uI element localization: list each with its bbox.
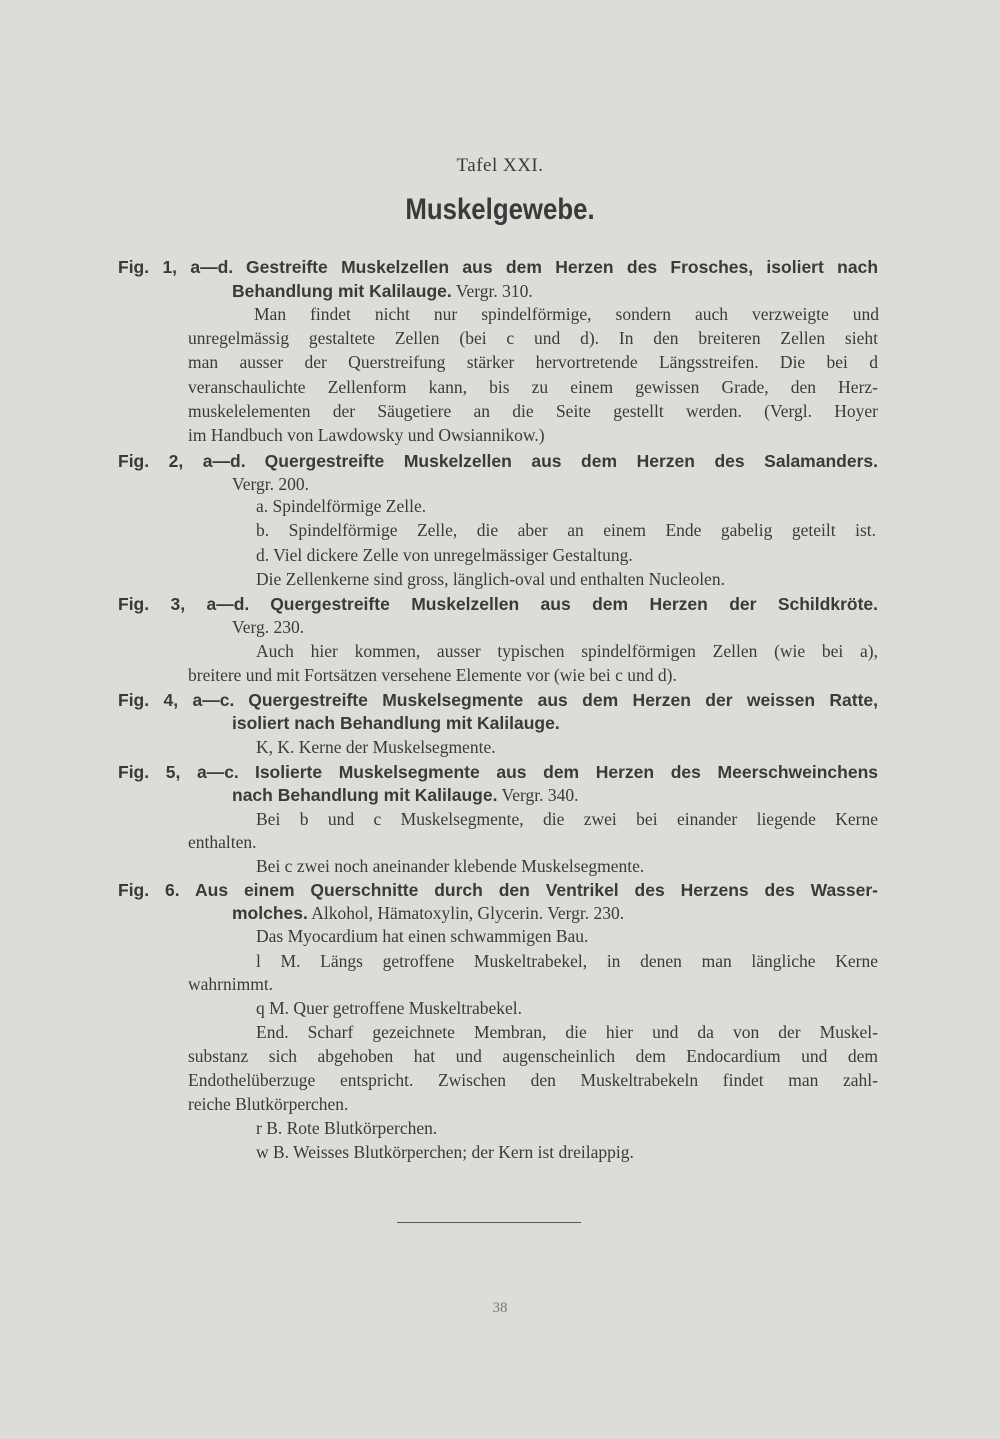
text-line: b. Spindelförmige Zelle, die aber an einem Ende gabelig geteilt ist. bbox=[256, 520, 876, 540]
text-line: q M. Quer getroffene Muskeltrabekel. bbox=[256, 998, 522, 1018]
plate-number: Tafel XXI. bbox=[456, 155, 544, 176]
figure-heading-line bbox=[118, 879, 878, 901]
figure-label: Fig. 4, a—c. bbox=[118, 690, 235, 710]
page-title: Muskelgewebe. bbox=[405, 193, 595, 226]
figure-label: Fig. 1, a—d. bbox=[118, 257, 234, 277]
text-line bbox=[232, 902, 624, 924]
figure-label: Fig. 6. bbox=[118, 880, 180, 900]
figure-label: Fig. 3, a—d. bbox=[118, 594, 250, 614]
figure-caption: Quergestreifte Muskelzellen aus dem Herzen des Salamanders. bbox=[264, 451, 878, 471]
text-line: man ausser der Querstreifung stärker hervortretende Längsstreifen. Die bei d bbox=[188, 352, 878, 372]
text-line: d. Viel dickere Zelle von unregelmässiger Gestaltung. bbox=[256, 545, 633, 565]
text-line: Verg. 230. bbox=[232, 617, 305, 637]
text-line: Auch hier kommen, ausser typischen spindelförmigen Zellen (wie bei a), bbox=[256, 641, 878, 661]
magnification-note: Alkohol, Hämatoxylin, Glycerin. Vergr. 230. bbox=[311, 903, 625, 923]
text-line: unregelmässig gestaltete Zellen (bei c und d). In den breiteren Zellen sieht bbox=[188, 328, 878, 348]
figure-heading-line bbox=[118, 256, 878, 278]
figure-caption: Isolierte Muskelsegmente aus dem Herzen des Meerschweinchens bbox=[254, 762, 879, 782]
text-line: r B. Rote Blutkörperchen. bbox=[256, 1118, 438, 1138]
text-line: Bei c zwei noch aneinander klebende Muskelsegmente. bbox=[256, 856, 645, 876]
text-line: isoliert nach Behandlung mit Kalilauge. bbox=[232, 713, 560, 733]
figure-caption: Aus einem Querschnitte durch den Ventrikel des Herzens des Wasser- bbox=[195, 880, 879, 900]
text-line: Vergr. 200. bbox=[232, 474, 309, 494]
figure-caption: Gestreifte Muskelzellen aus dem Herzen des Frosches, isoliert nach bbox=[246, 257, 879, 277]
caption-continuation: molches. bbox=[232, 903, 308, 923]
text-line: wahrnimmt. bbox=[188, 974, 274, 994]
text-line: Man findet nicht nur spindelförmige, sondern auch verzweigte und bbox=[254, 304, 879, 324]
text-line: veranschaulichte Zellenform kann, bis zu einem gewissen Grade, den Herz- bbox=[188, 377, 878, 397]
text-line: K, K. Kerne der Muskelsegmente. bbox=[256, 737, 496, 757]
text-line bbox=[232, 784, 578, 806]
caption-continuation: Behandlung mit Kalilauge. bbox=[232, 281, 452, 301]
text-line: Das Myocardium hat einen schwammigen Bau. bbox=[256, 926, 589, 946]
text-line bbox=[232, 280, 533, 302]
text-line: l M. Längs getroffene Muskeltrabekel, in denen man längliche Kerne bbox=[256, 951, 878, 971]
figure-heading-line bbox=[118, 761, 878, 783]
text-line: enthalten. bbox=[188, 832, 257, 852]
text-line: muskelelementen der Säugetiere an die Seite gestellt werden. (Vergl. Hoyer bbox=[188, 401, 878, 421]
figure-caption: Quergestreifte Muskelsegmente aus dem Herzen der weissen Ratte, bbox=[248, 690, 879, 710]
divider-rule bbox=[397, 1222, 581, 1223]
figure-heading-line bbox=[118, 593, 878, 615]
figure-heading-line bbox=[118, 689, 878, 711]
text-line: breitere und mit Fortsätzen versehene Elemente vor (wie bei c und d). bbox=[188, 665, 677, 685]
text-line: im Handbuch von Lawdowsky und Owsiannikow.) bbox=[188, 425, 545, 445]
figure-label: Fig. 2, a—d. bbox=[118, 451, 246, 471]
text-line: Endothelüberzuge entspricht. Zwischen den Muskeltrabekeln findet man zahl- bbox=[188, 1070, 878, 1090]
magnification-note: Vergr. 340. bbox=[501, 785, 579, 805]
page-number: 38 bbox=[492, 1300, 508, 1316]
figure-label: Fig. 5, a—c. bbox=[118, 762, 239, 782]
text-line: a. Spindelförmige Zelle. bbox=[256, 496, 427, 516]
text-line: substanz sich abgehoben hat und augenscheinlich dem Endocardium und dem bbox=[188, 1046, 878, 1066]
caption-continuation: nach Behandlung mit Kalilauge. bbox=[232, 785, 498, 805]
text-line: reiche Blutkörperchen. bbox=[188, 1094, 349, 1114]
text-line: End. Scharf gezeichnete Membran, die hier und da von der Muskel- bbox=[256, 1022, 878, 1042]
text-line: Die Zellenkerne sind gross, länglich-oval und enthalten Nucleolen. bbox=[256, 569, 725, 589]
magnification-note: Vergr. 310. bbox=[455, 281, 533, 301]
text-line: Bei b und c Muskelsegmente, die zwei bei einander liegende Kerne bbox=[256, 809, 878, 829]
text-line: w B. Weisses Blutkörperchen; der Kern ist dreilappig. bbox=[256, 1142, 634, 1162]
figure-heading-line bbox=[118, 450, 878, 472]
figure-caption: Quergestreifte Muskelzellen aus dem Herzen der Schildkröte. bbox=[270, 594, 879, 614]
